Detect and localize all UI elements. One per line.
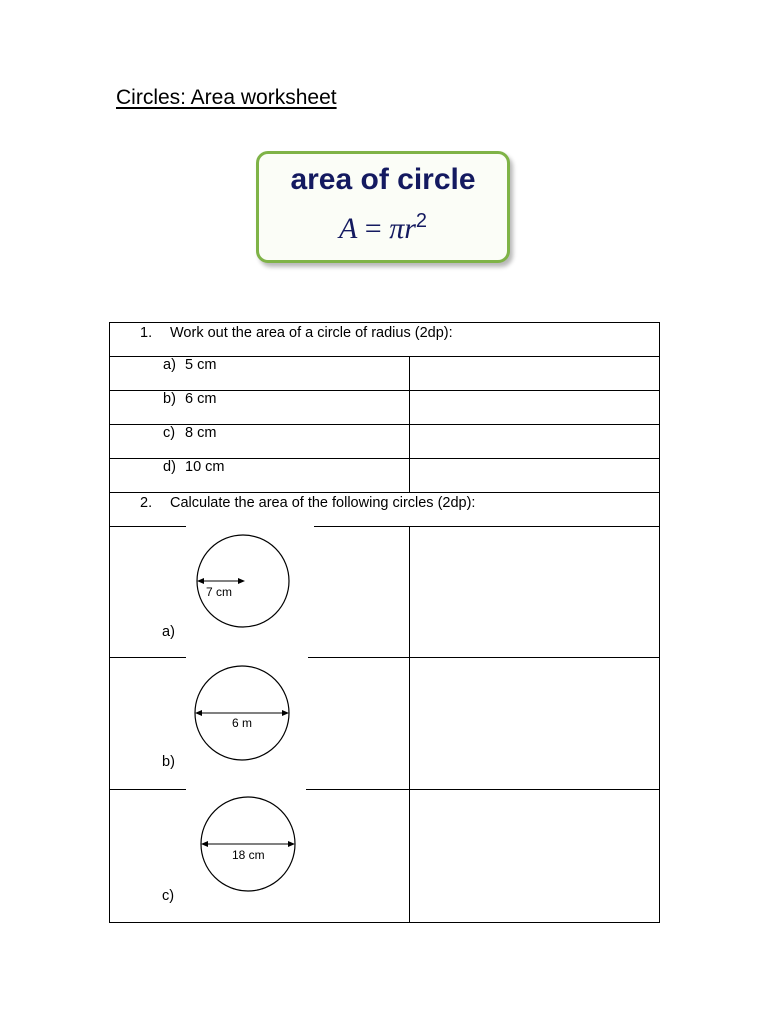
question-number: 1. bbox=[140, 325, 153, 341]
part-value: 10 cm bbox=[185, 459, 225, 475]
part-label: b) bbox=[163, 391, 176, 407]
arrowhead-left bbox=[201, 841, 208, 847]
measure-label: 6 m bbox=[232, 716, 253, 730]
table-row bbox=[110, 357, 660, 391]
table-row bbox=[110, 391, 660, 425]
arrowhead-right bbox=[238, 578, 245, 584]
question-text: Work out the area of a circle of radius (2dp): bbox=[170, 325, 453, 341]
part-value: 6 cm bbox=[185, 391, 217, 407]
question-text: Calculate the area of the following circles (2dp): bbox=[170, 495, 476, 511]
table-row bbox=[110, 459, 660, 493]
measure-label: 18 cm bbox=[232, 848, 265, 862]
answer-cell[interactable] bbox=[410, 425, 660, 459]
circle-figure-a bbox=[190, 531, 300, 631]
circle-figure-c bbox=[194, 794, 304, 894]
answer-cell[interactable] bbox=[410, 527, 660, 658]
question-1-row bbox=[110, 323, 660, 357]
question-number: 2. bbox=[140, 495, 153, 511]
question-2-row bbox=[110, 493, 660, 527]
formula-equation bbox=[259, 205, 507, 245]
part-value: 8 cm bbox=[185, 425, 217, 441]
table-row bbox=[110, 658, 660, 790]
table-row bbox=[110, 790, 660, 923]
formula-exponent: 2 bbox=[415, 210, 428, 232]
part-label: d) bbox=[163, 459, 176, 475]
formula-lhs: A bbox=[338, 212, 358, 245]
answer-cell[interactable] bbox=[410, 357, 660, 391]
table-row bbox=[110, 527, 660, 658]
worksheet-title: Circles: Area worksheet bbox=[116, 86, 337, 109]
figure-label: a) bbox=[162, 624, 175, 640]
formula-r: r bbox=[404, 212, 416, 245]
answer-cell[interactable] bbox=[410, 459, 660, 493]
arrowhead-right bbox=[282, 710, 289, 716]
arrowhead-right bbox=[288, 841, 295, 847]
arrowhead-left bbox=[197, 578, 204, 584]
formula-box bbox=[256, 151, 510, 263]
formula-pi: π bbox=[389, 212, 405, 245]
answer-cell[interactable] bbox=[410, 391, 660, 425]
answer-cell[interactable] bbox=[410, 790, 660, 923]
answer-cell[interactable] bbox=[410, 658, 660, 790]
measure-label: 7 cm bbox=[206, 585, 233, 599]
part-label: c) bbox=[163, 425, 176, 441]
worksheet-table bbox=[109, 322, 660, 923]
figure-label: c) bbox=[162, 888, 175, 904]
formula-heading: area of circle bbox=[290, 163, 476, 196]
part-label: a) bbox=[163, 357, 176, 373]
figure-label: b) bbox=[162, 754, 175, 770]
arrowhead-left bbox=[195, 710, 202, 716]
formula-equals: = bbox=[364, 212, 382, 245]
table-row bbox=[110, 425, 660, 459]
circle-figure-b bbox=[188, 663, 298, 763]
part-value: 5 cm bbox=[185, 357, 217, 373]
